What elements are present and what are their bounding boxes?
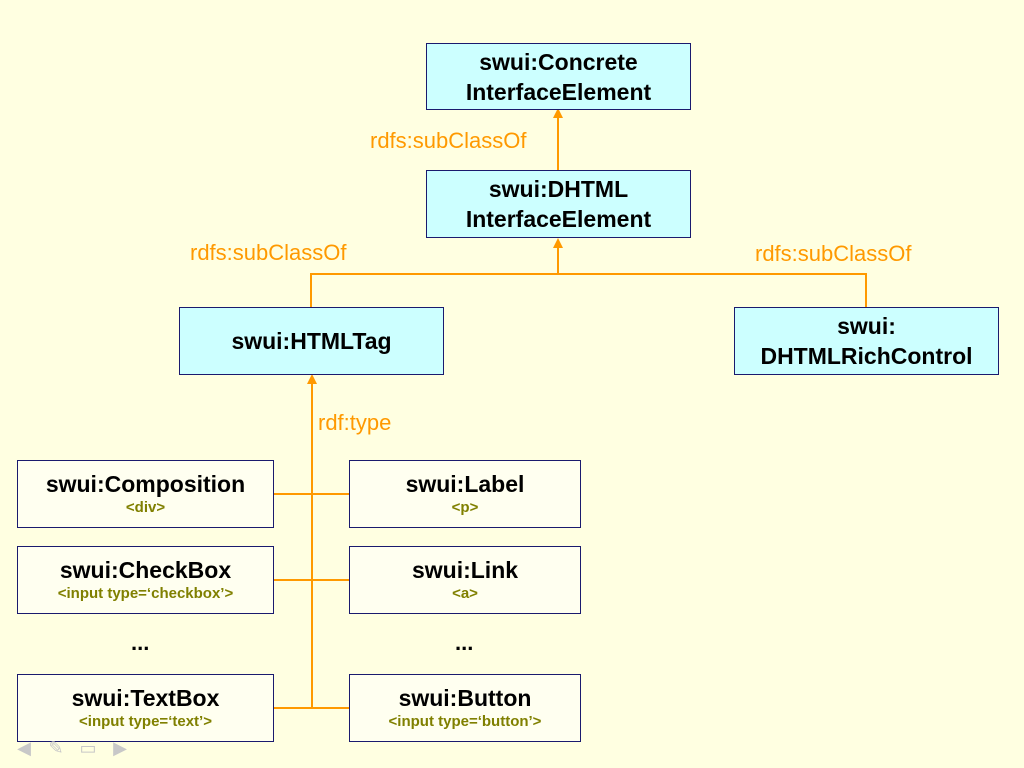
class-dhtml-line2: InterfaceElement xyxy=(465,206,652,232)
instance-composition-tag: <div> xyxy=(125,498,166,516)
class-rich-control-line1: swui: xyxy=(837,313,896,339)
label-rdf-type: rdf:type xyxy=(318,410,392,435)
label-subclass-top: rdfs:subClassOf xyxy=(370,128,527,153)
class-dhtml-line1: swui:DHTML xyxy=(488,176,629,202)
arrowhead-middle xyxy=(553,238,563,248)
instance-link-tag: <a> xyxy=(452,584,478,602)
instance-checkbox-name: swui:CheckBox xyxy=(59,556,232,583)
class-concrete-interface-element xyxy=(426,43,691,110)
arrowhead-type xyxy=(307,374,317,384)
instance-label-tag: <p> xyxy=(451,498,479,516)
instance-composition-name: swui:Composition xyxy=(45,470,246,497)
slide-navigation xyxy=(12,738,132,758)
instance-textbox xyxy=(17,674,274,742)
class-concrete-line1: swui:Concrete xyxy=(479,48,638,75)
pen-icon[interactable]: ✎ xyxy=(48,738,64,758)
instance-label-name: swui:Label xyxy=(405,470,525,497)
instance-button-tag: <input type=‘button’> xyxy=(388,712,542,730)
label-subclass-right: rdfs:subClassOf xyxy=(755,241,912,266)
arrow-left-icon[interactable]: ◀ xyxy=(17,738,31,758)
class-dhtml-interface-element xyxy=(426,170,691,238)
instance-button-name: swui:Button xyxy=(398,684,532,711)
ellipsis-right: ... xyxy=(455,630,474,655)
menu-icon[interactable]: ▭ xyxy=(79,738,97,758)
class-concrete-line2: InterfaceElement xyxy=(465,78,652,105)
ellipsis-left: ... xyxy=(131,630,150,655)
class-dhtml-rich-control xyxy=(734,307,999,375)
subclass-connector-left xyxy=(311,246,558,307)
instance-checkbox-tag: <input type=‘checkbox’> xyxy=(57,584,234,602)
subclass-connector-right xyxy=(558,274,866,307)
instance-link xyxy=(349,546,581,614)
instance-textbox-name: swui:TextBox xyxy=(71,684,220,711)
instance-textbox-tag: <input type=‘text’> xyxy=(79,712,212,730)
class-html-tag xyxy=(179,307,444,375)
instance-composition xyxy=(17,460,274,528)
instance-link-name: swui:Link xyxy=(411,556,519,583)
class-rich-control-line2: DHTMLRichControl xyxy=(760,343,973,369)
arrow-right-icon[interactable]: ▶ xyxy=(113,738,127,758)
instance-checkbox xyxy=(17,546,274,614)
class-html-tag-label: swui:HTMLTag xyxy=(231,328,392,354)
label-subclass-left: rdfs:subClassOf xyxy=(190,240,347,265)
instance-button xyxy=(349,674,581,742)
instance-label xyxy=(349,460,581,528)
